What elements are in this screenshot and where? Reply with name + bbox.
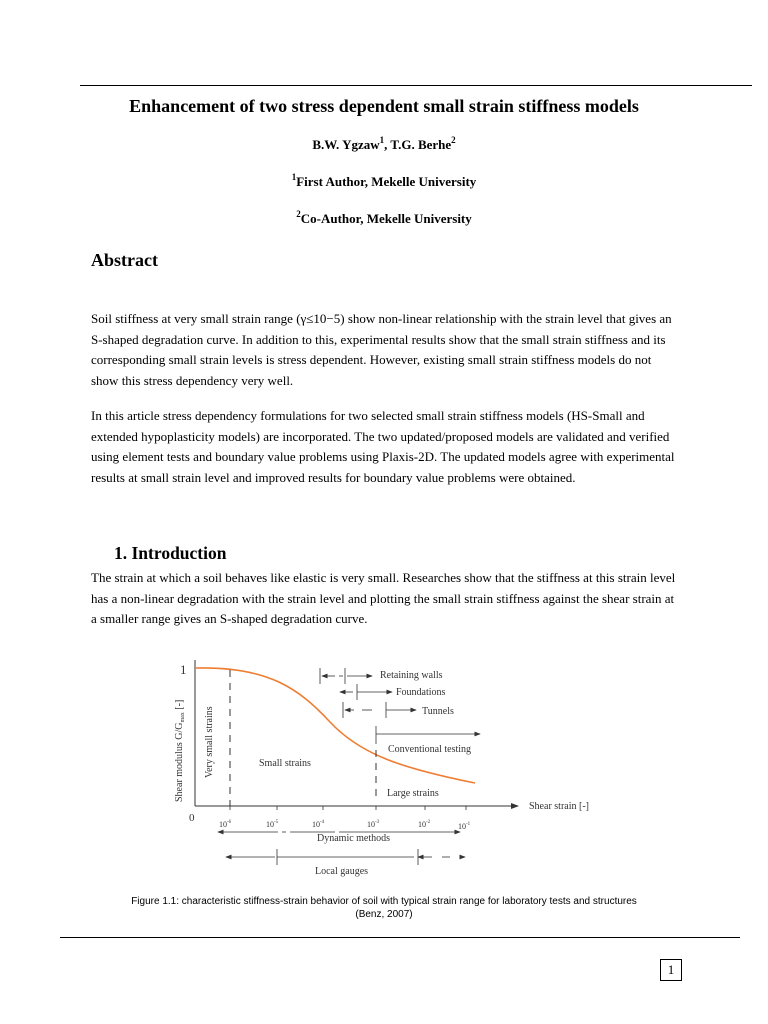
author-2-sup: 2 xyxy=(451,135,456,145)
affiliation-1 xyxy=(0,174,768,190)
author-separator: , xyxy=(384,137,391,152)
paper-title: Enhancement of two stress dependent small strain stiffness models xyxy=(129,96,639,116)
local-gauges-label: Local gauges xyxy=(315,866,369,877)
affiliation-2-text: Co-Author, Mekelle University xyxy=(300,211,472,226)
intro-heading: 1. Introduction xyxy=(114,543,227,563)
local-gauges-range xyxy=(226,849,465,865)
page-number-box: 1 xyxy=(660,959,682,981)
caption-line-2: (Benz, 2007) xyxy=(355,909,413,920)
affiliation-1-text: First Author, Mekelle University xyxy=(296,174,477,189)
figure-caption xyxy=(80,895,688,921)
tunnels-label: Tunnels xyxy=(422,706,454,717)
x-axis-label: Shear strain [-] xyxy=(529,801,589,812)
dynamic-methods-label: Dynamic methods xyxy=(317,833,391,844)
small-strains-label: Small strains xyxy=(259,758,311,769)
header-rule xyxy=(80,85,752,86)
foundations-label: Foundations xyxy=(396,687,446,698)
x-tick-1: $10^{-6}$ xyxy=(219,820,232,829)
author-line xyxy=(0,137,768,153)
abstract-paragraph-2: In this article stress dependency formulations for two selected small strain stiffness models (HS-Small and extended hypoplasticity models) are incorporated. The two updated/proposed models are validated and verified using element tests and boundary value problems using Plaxis-2D. The updated models agree with experimental results at small strain level and improved results for boundary value problems were obtained. xyxy=(91,408,675,485)
origin-label: 0 xyxy=(189,812,195,824)
intro-paragraph: The strain at which a soil behaves like elastic is very small. Researches show that the stiffness at this strain level has a non-linear degradation with the strain level and plotting the small strain stiffness against the shear strain at a smaller range gives an S-shaped degradation curve. xyxy=(91,570,676,626)
affiliation-2 xyxy=(0,211,768,227)
author-2: T.G. Berhe xyxy=(390,137,452,152)
tunnels-range xyxy=(343,702,416,718)
y-axis-label: Shear modulus $G/G_{max}$ [-] xyxy=(174,699,186,802)
x-tick-5: $10^{-2}$ xyxy=(418,820,431,829)
retaining-walls-range xyxy=(320,668,372,684)
abstract-heading: Abstract xyxy=(91,250,158,270)
conventional-testing-label: Conventional testing xyxy=(388,744,472,755)
large-strains-label: Large strains xyxy=(387,788,439,799)
very-small-strains-label: Very small strains xyxy=(204,706,215,778)
retaining-walls-label: Retaining walls xyxy=(380,670,443,681)
affiliation-2-sup: 2 xyxy=(296,209,301,219)
author-1-sup: 1 xyxy=(379,135,385,145)
abstract-paragraph-1: Soil stiffness at very small strain range (γ≤10−5) show non-linear relationship with the strain level that gives an S-shaped degradation curve. In addition to this, experimental results show that the small strain stiffness and its corresponding small strain levels is stress dependent. However, existing small strain stiffness models do not show this stress dependency very well. xyxy=(91,311,672,388)
caption-line-1: Figure 1.1: characteristic stiffness-strain behavior of soil with typical strain range for laboratory tests and structures xyxy=(131,896,637,907)
author-1: B.W. Ygzaw xyxy=(312,137,380,152)
conventional-testing-range xyxy=(376,726,480,744)
x-tick-4: $10^{-3}$ xyxy=(367,820,380,829)
affiliation-1-sup: 1 xyxy=(291,172,297,182)
footer-rule xyxy=(60,937,740,938)
x-tick-2: $10^{-5}$ xyxy=(266,820,279,829)
x-tick-6: $10^{-1}$ xyxy=(458,822,471,831)
foundations-range xyxy=(340,684,392,700)
x-tick-3: $10^{-4}$ xyxy=(312,820,325,829)
x-tick-marks xyxy=(230,806,466,810)
degradation-curve xyxy=(195,668,475,783)
x-tick-labels xyxy=(219,820,471,831)
stiffness-strain-figure xyxy=(160,650,640,885)
y-tick-top: 1 xyxy=(180,662,187,677)
